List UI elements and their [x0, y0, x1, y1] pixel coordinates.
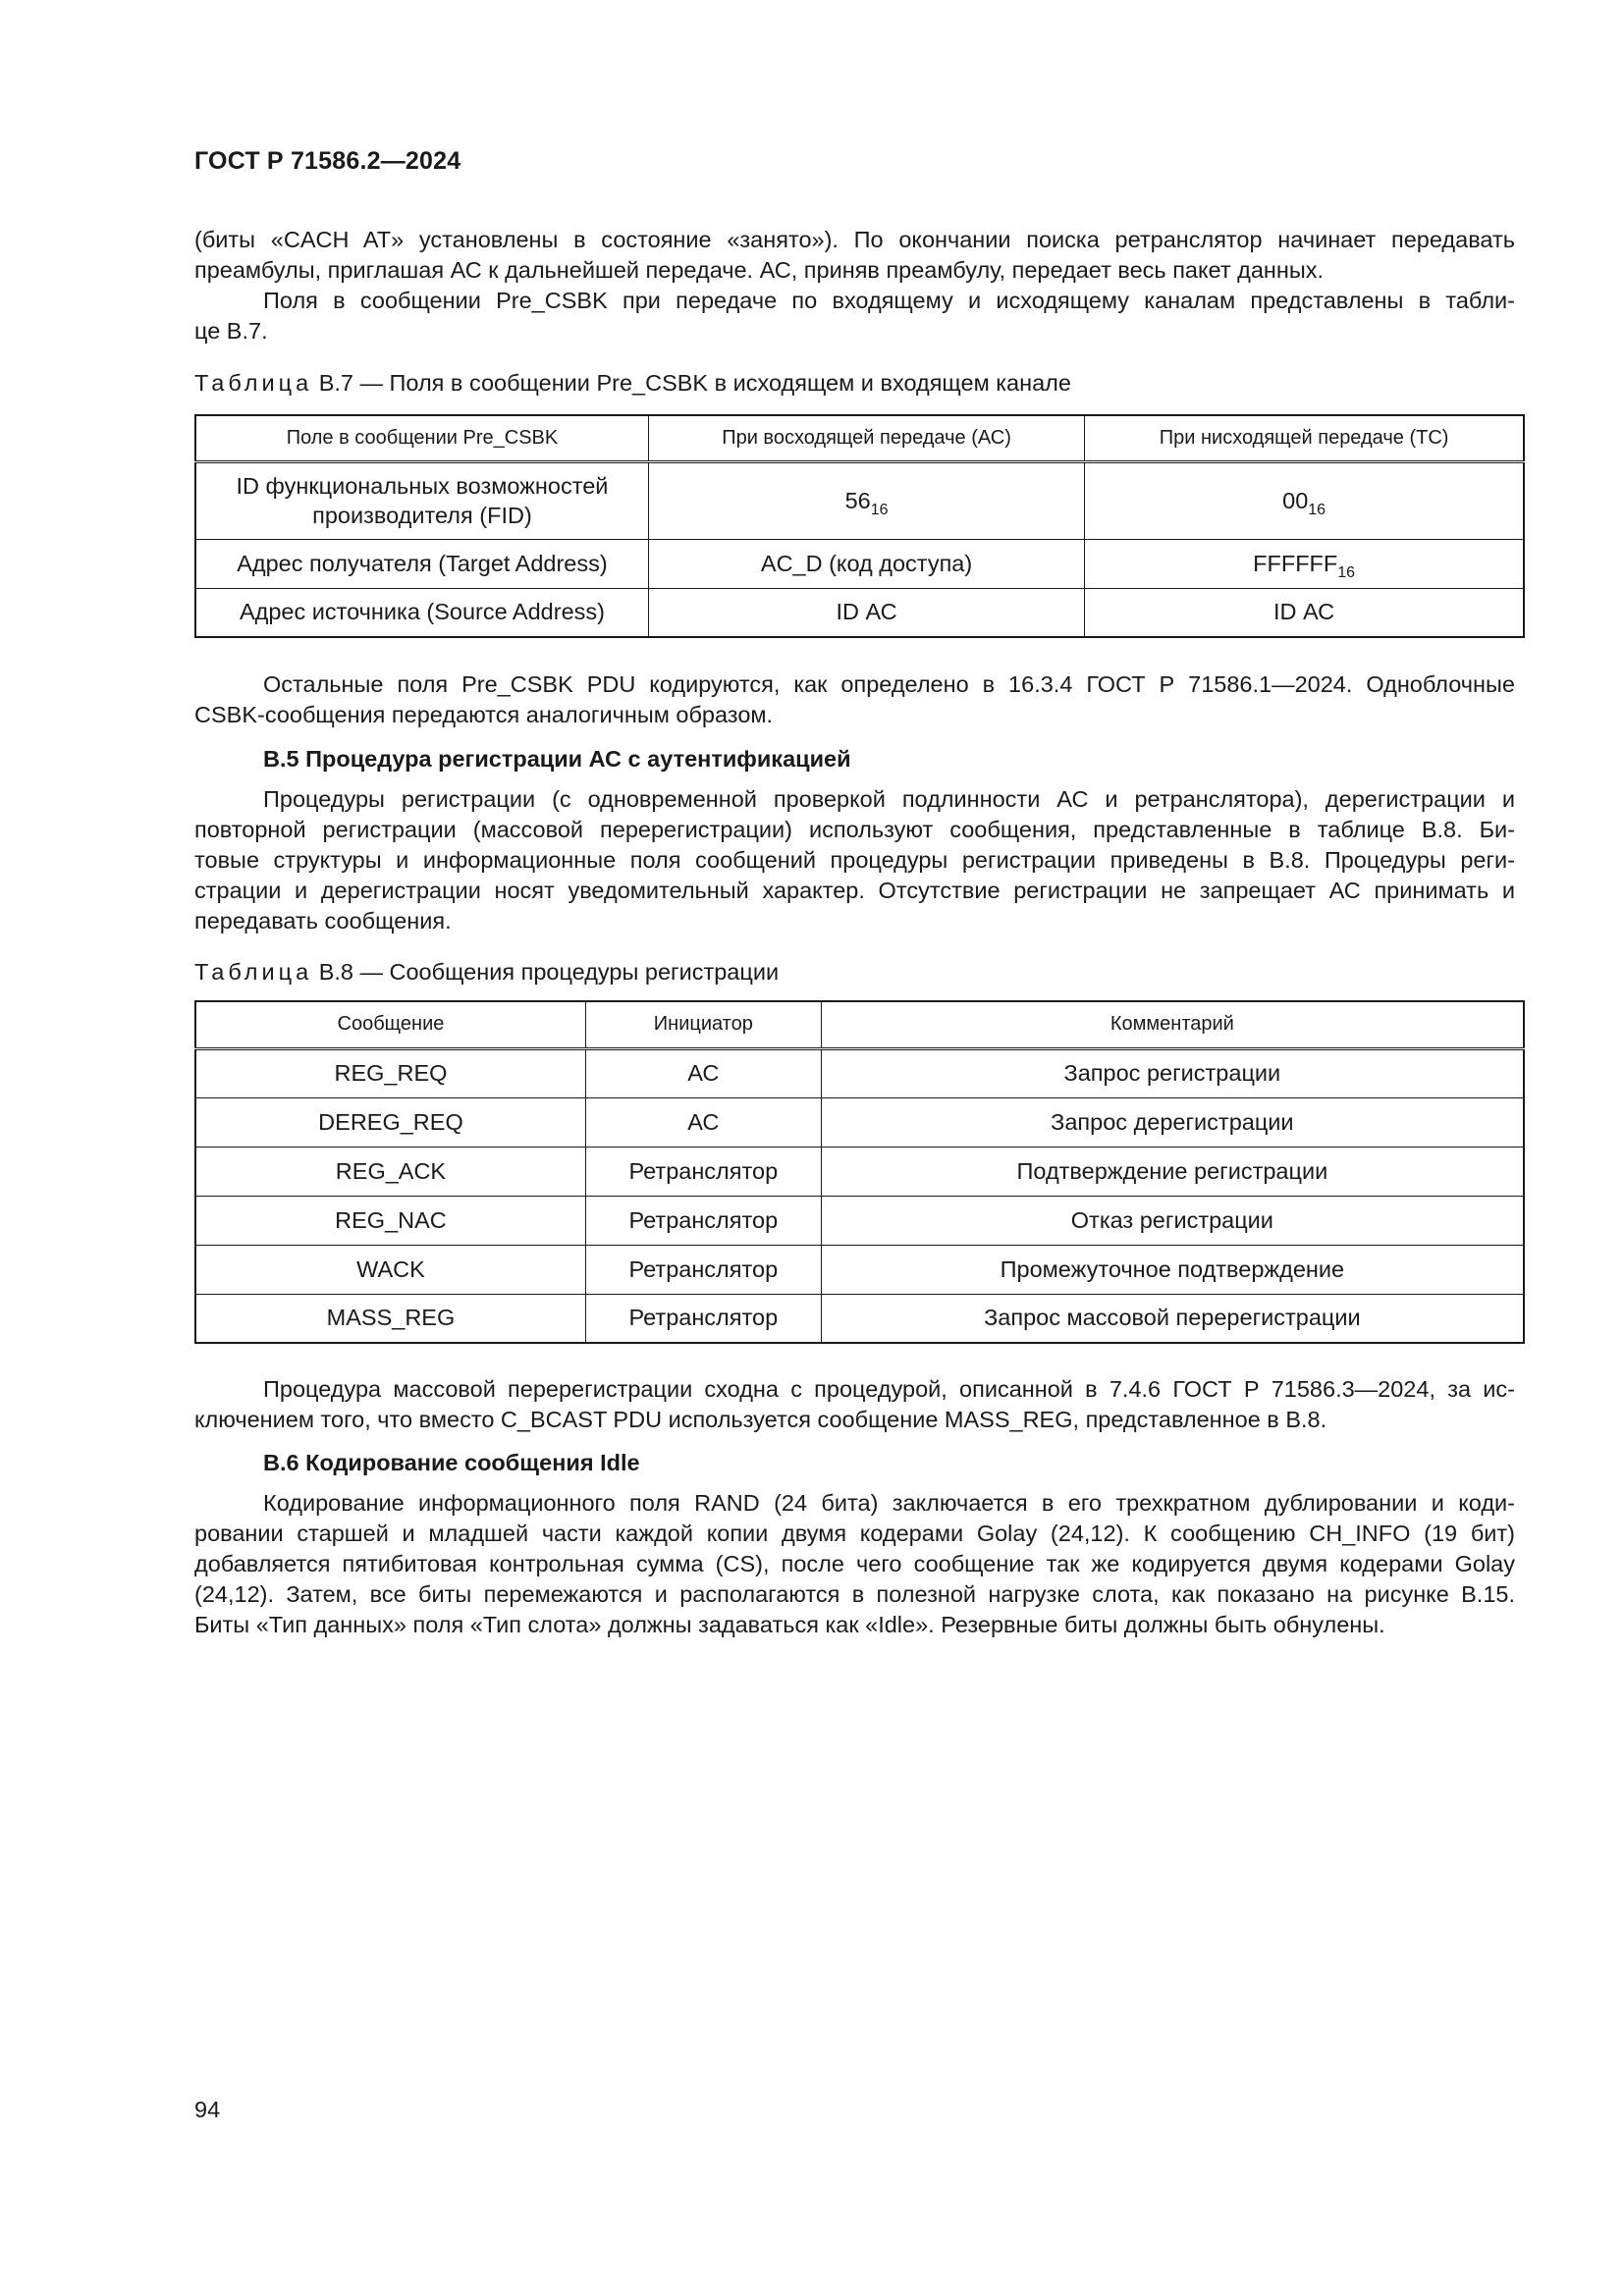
text-line: Биты «Тип данных» поля «Тип слота» должны задаваться как «Idle». Резервные биты должны быть обнулены. — [194, 1612, 1385, 1637]
text-line: передавать сообщения. — [194, 908, 452, 934]
table-row — [195, 539, 1524, 588]
text-line: Поля в сообщении Pre_CSBK при передаче по входящему и исходящему каналам представлены в табли- — [263, 288, 1515, 313]
after-table-b7-paragraph — [194, 669, 1515, 730]
table-row — [195, 1147, 1524, 1196]
table-cell: Промежуточное подтверждение — [821, 1245, 1524, 1294]
table-cell — [1085, 539, 1524, 588]
table-cell: REG_NAC — [195, 1196, 585, 1245]
caption-prefix: Таблица — [194, 370, 313, 396]
table-cell: ID АС — [1085, 588, 1524, 637]
subscript: 16 — [870, 501, 889, 518]
caption-text: В.7 — Поля в сообщении Pre_CSBK в исходящем и входящем канале — [318, 370, 1071, 396]
table-b8-caption — [194, 959, 779, 986]
table-row — [195, 461, 1524, 539]
table-row — [195, 1196, 1524, 1245]
intro-paragraph-1 — [194, 225, 1515, 286]
table-cell: Ретранслятор — [585, 1294, 821, 1343]
table-cell: Подтверждение регистрации — [821, 1147, 1524, 1196]
subscript: 16 — [1337, 563, 1356, 581]
table-row — [195, 1245, 1524, 1294]
table-cell: Адрес получателя (Target Address) — [195, 539, 648, 588]
text-line: добавляется пятибитовая контрольная сумма (CS), после чего сообщение так же кодируется двумя кодерами Golay — [194, 1551, 1515, 1576]
text-line: страции и дерегистрации носят уведомительный характер. Отсутствие регистрации не запрещает АС принимать и — [194, 878, 1515, 903]
table-cell: Запрос регистрации — [821, 1048, 1524, 1097]
table-row — [195, 1294, 1524, 1343]
table-cell: АС — [585, 1097, 821, 1147]
table-cell: REG_ACK — [195, 1147, 585, 1196]
table-cell: Запрос массовой перерегистрации — [821, 1294, 1524, 1343]
table-header-cell: Комментарий — [821, 1001, 1524, 1048]
section-b6-heading: В.6 Кодирование сообщения Idle — [263, 1450, 640, 1475]
text-line: преамбулы, приглашая АС к дальнейшей передаче. АС, приняв преамбулу, передает весь пакет данных. — [194, 257, 1325, 283]
table-cell: MASS_REG — [195, 1294, 585, 1343]
text-line: ключением того, что вместо C_BCAST PDU используется сообщение MASS_REG, представленное в В.8. — [194, 1407, 1327, 1432]
table-cell: Ретранслятор — [585, 1245, 821, 1294]
text-line: Процедуры регистрации (с одновременной проверкой подлинности АС и ретранслятора), дерегистрации и — [263, 786, 1515, 812]
table-header-cell: При нисходящей передаче (ТС) — [1085, 415, 1524, 461]
cell-line: ID функциональных возможностей — [236, 473, 609, 499]
text-line: Остальные поля Pre_CSBK PDU кодируются, как определено в 16.3.4 ГОСТ Р 71586.1—2024. Одноблочные — [263, 671, 1515, 697]
table-header-cell: Инициатор — [585, 1001, 821, 1048]
table-cell: DEREG_REQ — [195, 1097, 585, 1147]
table-header-cell: Сообщение — [195, 1001, 585, 1048]
text-line: Процедура массовой перерегистрации сходна с процедурой, описанной в 7.4.6 ГОСТ Р 71586.3—2024, за ис- — [263, 1376, 1515, 1402]
text-line: товые структуры и информационные поля сообщений процедуры регистрации приведены в В.8. Процедуры реги- — [194, 847, 1515, 873]
table-cell: REG_REQ — [195, 1048, 585, 1097]
caption-prefix: Таблица — [194, 959, 313, 985]
cell-value: FFFFFF — [1253, 550, 1338, 576]
table-cell: AC_D (код доступа) — [648, 539, 1084, 588]
document-header: ГОСТ Р 71586.2—2024 — [194, 147, 461, 175]
table-cell: АС — [585, 1048, 821, 1097]
table-header-cell: Поле в сообщении Pre_CSBK — [195, 415, 648, 461]
text-line: це В.7. — [194, 318, 268, 344]
caption-text: В.8 — Сообщения процедуры регистрации — [318, 959, 780, 985]
table-row — [195, 1097, 1524, 1147]
table-row — [195, 588, 1524, 637]
table-b8 — [194, 1000, 1525, 1344]
table-cell: ID АС — [648, 588, 1084, 637]
table-cell: Ретранслятор — [585, 1147, 821, 1196]
text-line: Кодирование информационного поля RAND (24 бита) заключается в его трехкратном дублировании и коди- — [263, 1490, 1515, 1516]
table-cell — [1085, 461, 1524, 539]
table-header-cell: При восходящей передаче (АС) — [648, 415, 1084, 461]
table-row — [195, 1048, 1524, 1097]
table-cell: Адрес источника (Source Address) — [195, 588, 648, 637]
section-b6-paragraph — [194, 1488, 1515, 1640]
table-cell: Ретранслятор — [585, 1196, 821, 1245]
table-b7 — [194, 414, 1525, 638]
table-cell: Отказ регистрации — [821, 1196, 1524, 1245]
table-cell: WACK — [195, 1245, 585, 1294]
text-line: (24,12). Затем, все биты перемежаются и располагаются в полезной нагрузке слота, как показано на рисунке В.15. — [194, 1581, 1515, 1607]
text-line: (биты «CACH AT» установлены в состояние «занято»). По окончании поиска ретранслятор начинает передавать — [194, 227, 1515, 252]
table-cell: Запрос дерегистрации — [821, 1097, 1524, 1147]
text-line: повторной регистрации (массовой перерегистрации) используют сообщения, представленные в таблице В.8. Би- — [194, 817, 1515, 842]
subscript: 16 — [1308, 501, 1326, 518]
text-line: ровании старшей и младшей части каждой копии двумя кодерами Golay (24,12). К сообщению CH_INFO (19 бит) — [194, 1521, 1515, 1546]
cell-value: 00 — [1282, 487, 1309, 513]
section-b5-paragraph — [194, 784, 1515, 936]
table-cell — [195, 461, 648, 539]
page-number: 94 — [194, 2097, 221, 2122]
text-line: CSBK-сообщения передаются аналогичным образом. — [194, 702, 774, 727]
table-cell — [648, 461, 1084, 539]
section-b5-heading: В.5 Процедура регистрации АС с аутентификацией — [263, 746, 851, 772]
cell-line: производителя (FID) — [312, 503, 532, 528]
after-table-b8-paragraph — [194, 1374, 1515, 1435]
intro-paragraph-2 — [194, 286, 1515, 347]
table-b7-caption — [194, 370, 1071, 397]
cell-value: 56 — [844, 487, 871, 513]
